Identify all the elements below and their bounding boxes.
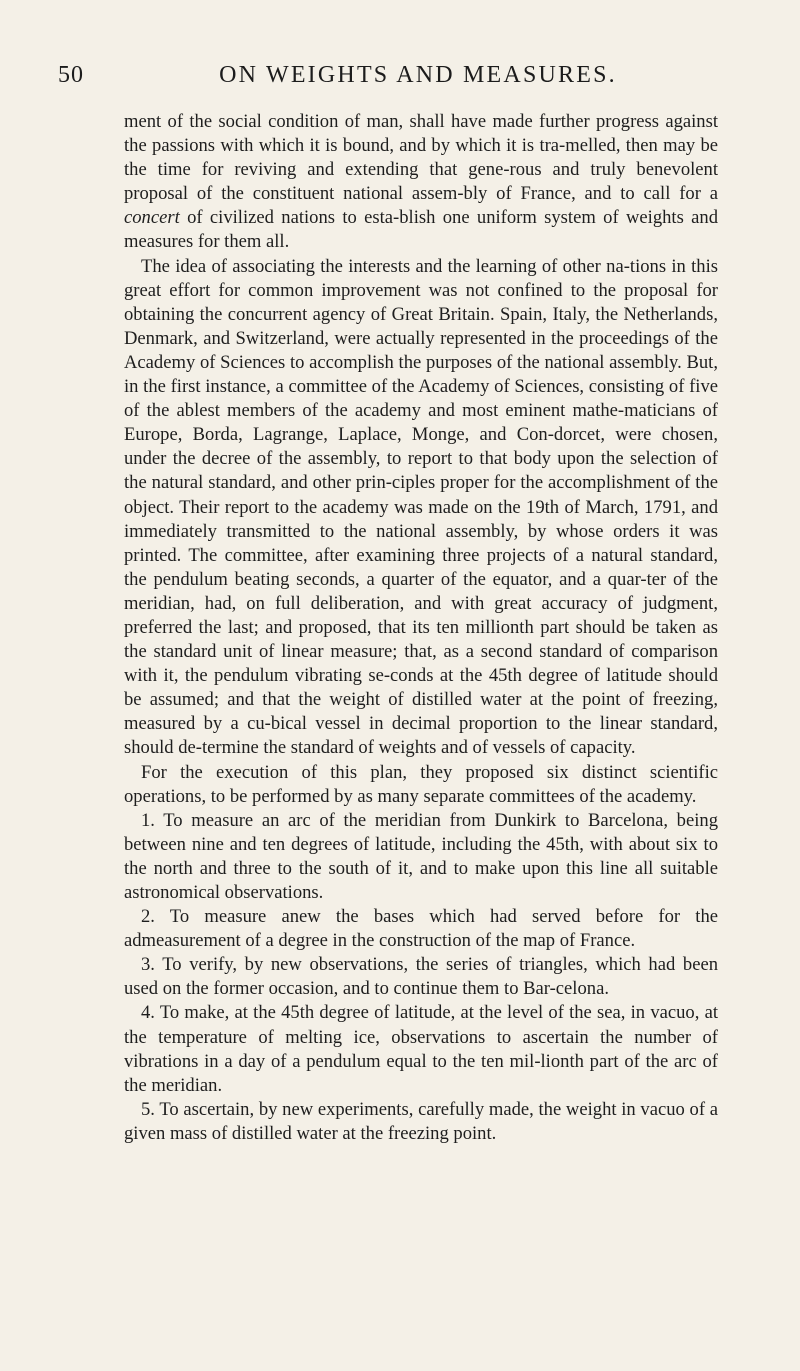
- body-text: [124, 110, 718, 1146]
- page-number: 50: [58, 62, 84, 88]
- paragraph-plan: For the execution of this plan, they proposed six distinct scientific operations, to be performed by as many separate committees of the academy.: [124, 761, 718, 807]
- list-item: 2. To measure anew the bases which had served before for the admeasurement of a degree in the construction of the map of France.: [124, 906, 718, 952]
- italic-word: concert: [124, 207, 180, 229]
- list-item: 3. To verify, by new observations, the series of triangles, which had been used on the former occasion, and to continue them to Bar-celona.: [124, 954, 718, 1000]
- list-item: 5. To ascertain, by new experiments, carefully made, the weight in vacuo of a given mass of distilled water at the freezing point.: [124, 1098, 718, 1144]
- page-header: [58, 62, 718, 96]
- paragraph-continuation: [124, 110, 718, 255]
- paragraph-text: ment of the social condition of man, shall have made further progress against the passions with which it is bound, and by which it is tra-melled, then may be the time for reviving and extending that gene-rous and truly benevolent proposal of the constituent national assem-bly of France, and to call for a: [124, 111, 718, 205]
- running-title: ON WEIGHTS AND MEASURES.: [219, 62, 617, 88]
- paragraph-text: of civilized nations to esta-blish one uniform system of weights and measures for them all.: [124, 207, 718, 253]
- paragraph-academy: The idea of associating the interests and the learning of other na-tions in this great effort for common improvement was not confined to the proposal for obtaining the concurrent agency of Great Britain. Spain, Italy, the Netherlands, Denmark, and Switzerland, were actually represented in the proceedings of the Academy of Sciences to accomplish the purposes of the national assembly. But, in the first instance, a committee of the Academy of Sciences, consisting of five of the ablest members of the academy and most eminent mathe-maticians of Europe, Borda, Lagrange, Laplace, Monge, and Con-dorcet, were chosen, under the decree of the assembly, to report to that body upon the selection of the natural standard, and other prin-ciples proper for the accomplishment of the object. Their report to the academy was made on the 19th of March, 1791, and immediately transmitted to the national assembly, by whose orders it was printed. The committee, after examining three projects of a natural standard, the pendulum beating seconds, a quarter of the equator, and a quar-ter of the meridian, had, on full deliberation, and with great accuracy of judgment, preferred the last; and proposed, that its ten millionth part should be taken as the standard unit of linear measure; that, as a second standard of comparison with it, the pendulum vibrating se-conds at the 45th degree of latitude should be assumed; and that the weight of distilled water at the point of freezing, measured by a cu-bical vessel in decimal proportion to the linear standard, should de-termine the standard of weights and of vessels of capacity.: [124, 255, 718, 759]
- list-item: 1. To measure an arc of the meridian from Dunkirk to Barcelona, being between nine and ten degrees of latitude, including the 45th, with about six to the north and three to the south of it, and to make upon this line all suitable astronomical observations.: [124, 809, 718, 903]
- list-item: 4. To make, at the 45th degree of latitude, at the level of the sea, in vacuo, at the temperature of melting ice, observations to ascertain the number of vibrations in a day of a pendulum equal to the ten mil-lionth part of the arc of the meridian.: [124, 1002, 718, 1096]
